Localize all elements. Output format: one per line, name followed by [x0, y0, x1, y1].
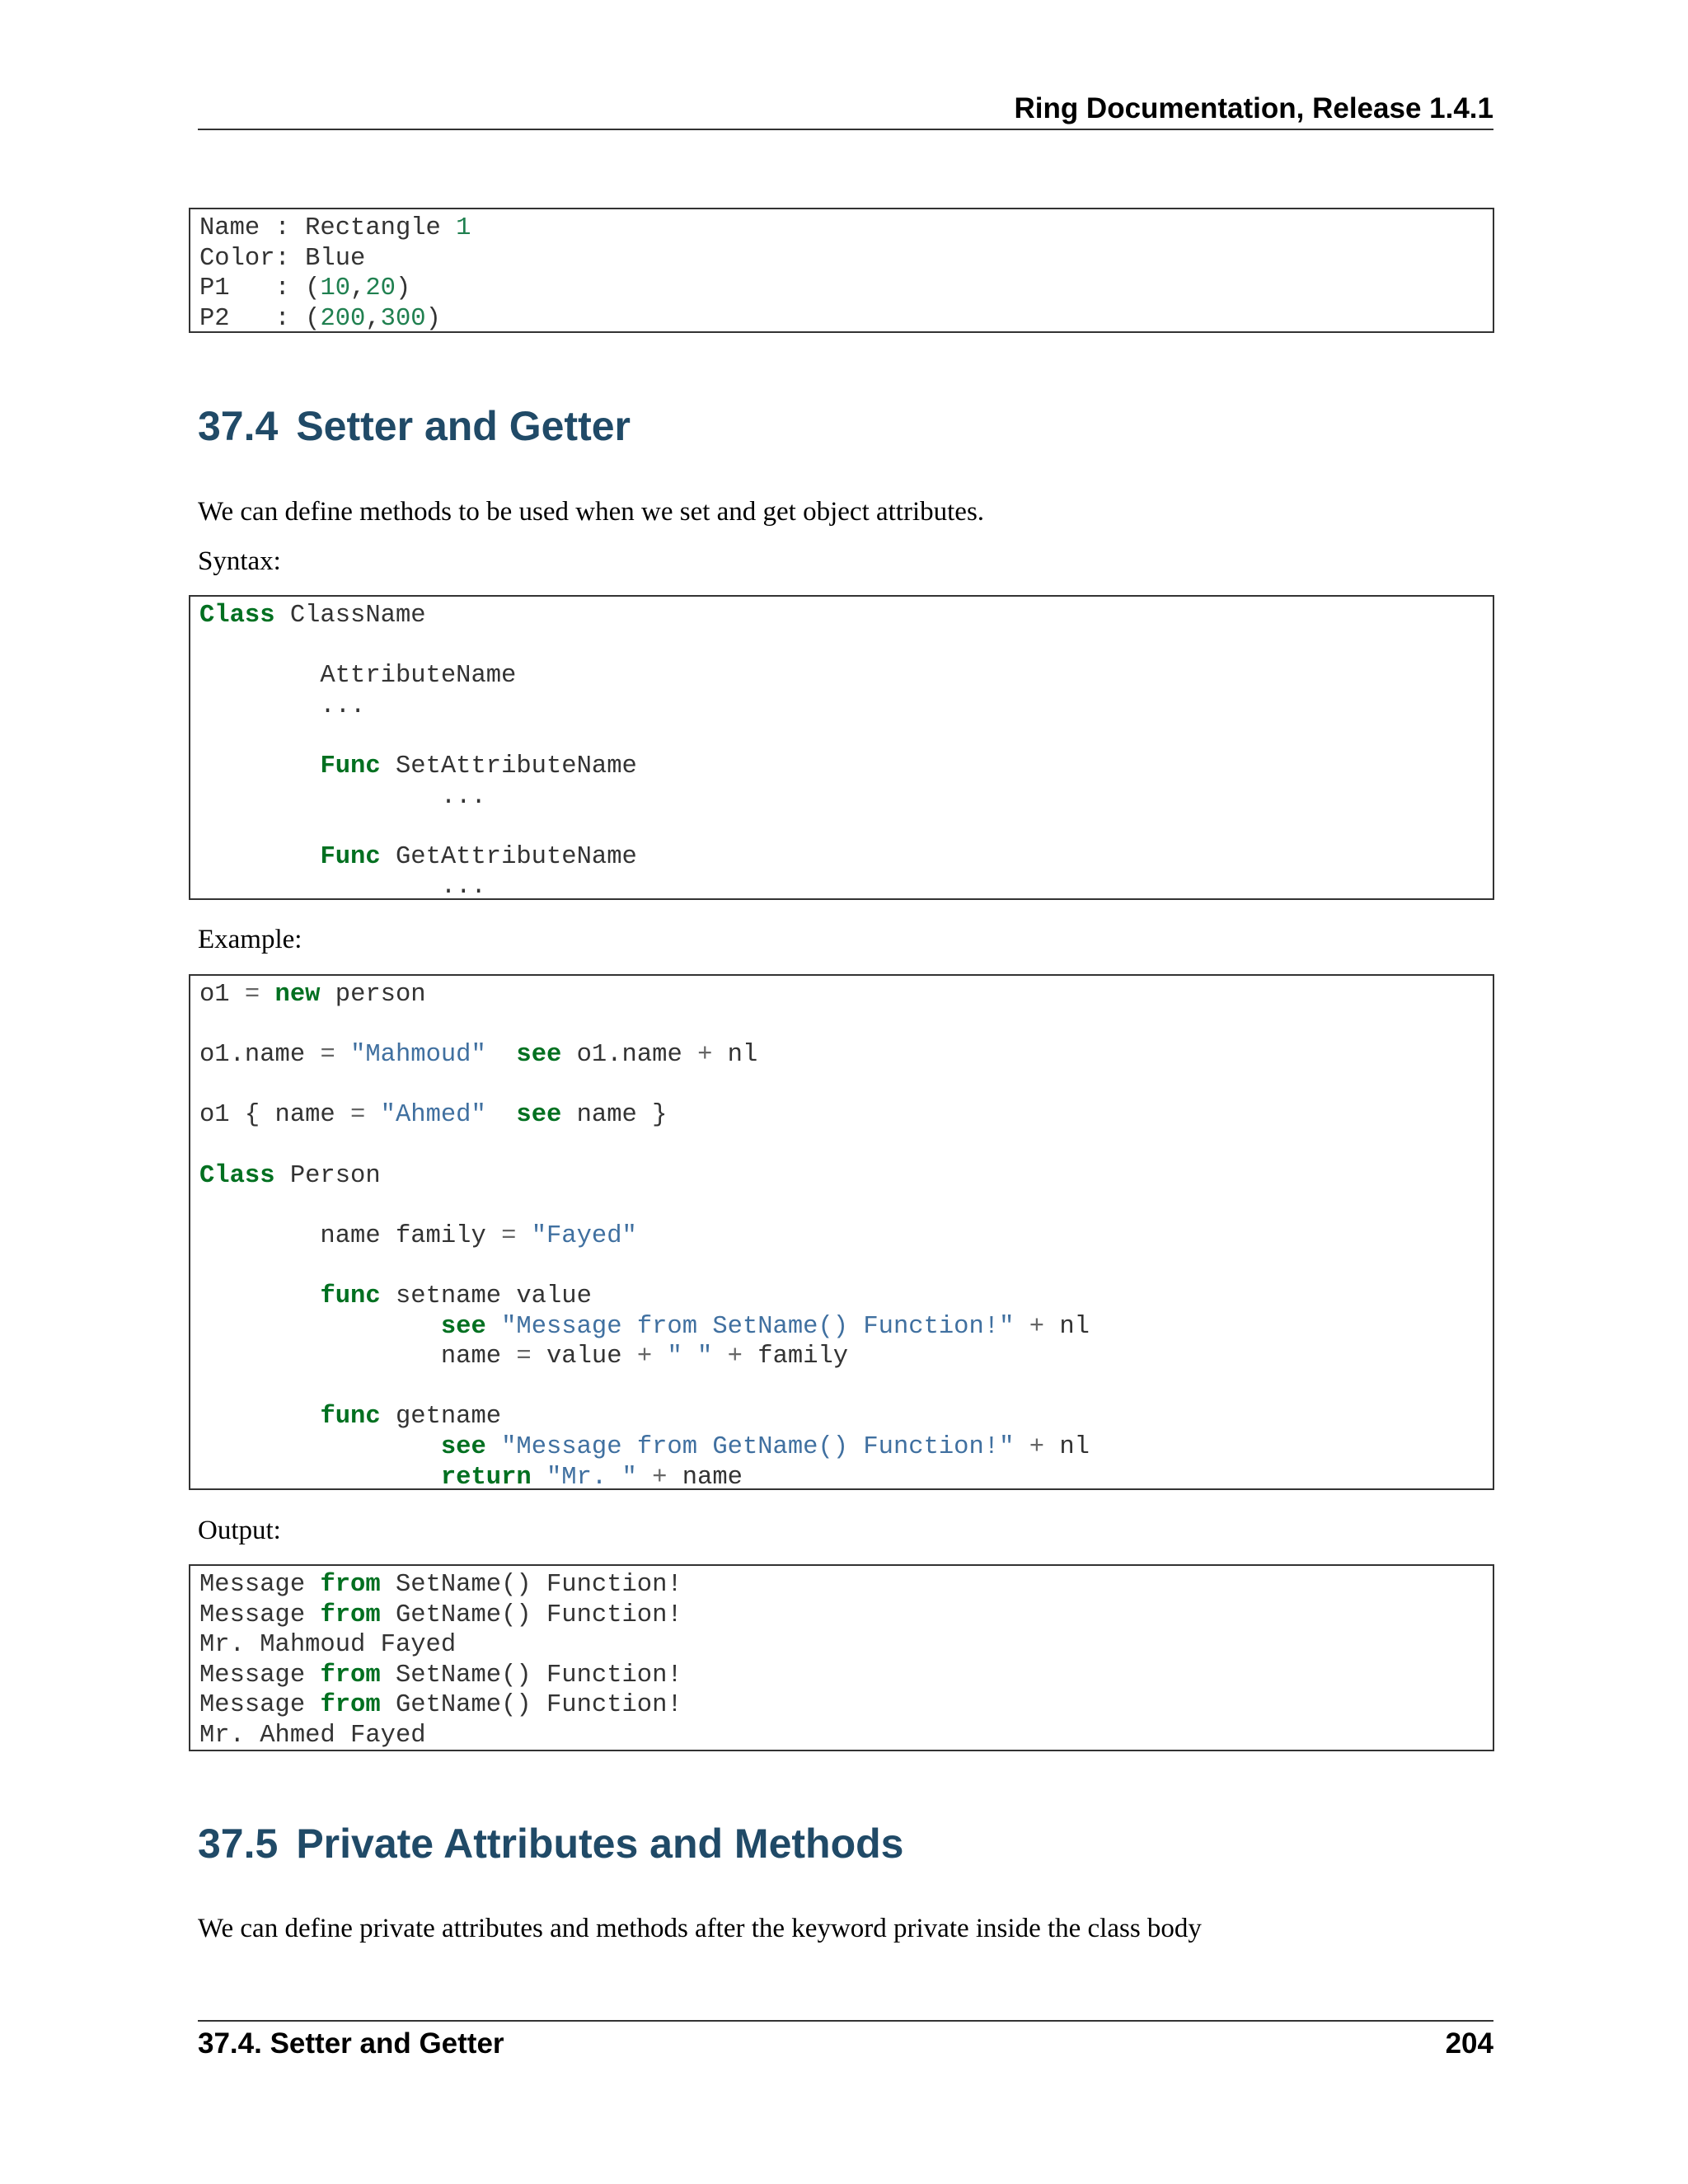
code-line: P2 : (200,300) [199, 304, 441, 333]
footer-rule [198, 2020, 1493, 2022]
section-heading [198, 402, 631, 450]
code-line [199, 1191, 1493, 1221]
code-line: func getname [320, 1403, 502, 1432]
code-line: Mr. Ahmed Fayed [199, 1721, 426, 1750]
code-line: name family = "Fayed" [199, 1221, 637, 1250]
output-label: Output: [198, 1516, 281, 1545]
syntax-code-block [189, 595, 1494, 900]
section-number: 37.4 [198, 403, 279, 449]
section-title: Setter and Getter [296, 403, 631, 449]
code-line: func setname value [320, 1282, 592, 1310]
code-line: o1.name = "Mahmoud" see o1.name + nl [199, 1041, 758, 1070]
code-line: o1 = new person [199, 981, 426, 1009]
code-line: Color: Blue [199, 244, 366, 273]
section-heading [198, 1820, 903, 1868]
example-label: Example: [198, 925, 302, 954]
code-line [199, 631, 1493, 662]
code-line: ... [199, 691, 366, 720]
code-line: see "Message from SetName() Function!" + nl [440, 1312, 1090, 1341]
document-title: Ring Documentation, Release 1.4.1 [1014, 92, 1493, 124]
paragraph: We can define methods to be used when we set and get object attributes. [198, 497, 985, 527]
code-line: name = value + " " + family [199, 1343, 849, 1371]
code-line: o1 { name = "Ahmed" see name } [199, 1101, 668, 1130]
section-title: Private Attributes and Methods [296, 1821, 904, 1867]
code-line [199, 1071, 1493, 1101]
code-line: AttributeName [199, 662, 517, 691]
code-line: Class ClassName [199, 602, 426, 630]
code-line: Message from GetName() Function! [199, 1601, 682, 1629]
page-number: 204 [1445, 2027, 1493, 2060]
code-line [199, 721, 1493, 752]
code-line: Message from SetName() Function! [199, 1571, 682, 1599]
code-line [199, 812, 1493, 842]
output-code-block [189, 1564, 1494, 1751]
header-rule [198, 129, 1493, 130]
code-line: Name : Rectangle 1 [199, 214, 471, 242]
syntax-label: Syntax: [198, 546, 281, 576]
section-number: 37.5 [198, 1821, 279, 1867]
code-line: ... [199, 782, 486, 811]
code-line: Func SetAttributeName [320, 752, 637, 780]
paragraph: We can define private attributes and methods after the keyword private inside the class body [198, 1914, 1202, 1943]
code-line: Message from SetName() Function! [199, 1661, 682, 1690]
footer-section: 37.4. Setter and Getter [198, 2027, 504, 2060]
code-line: ... [199, 873, 486, 900]
code-line: see "Message from GetName() Function!" + nl [440, 1432, 1090, 1461]
code-line [199, 1251, 1493, 1282]
code-line: Func GetAttributeName [320, 842, 637, 871]
code-line [199, 1131, 1493, 1161]
code-line [199, 1372, 1493, 1403]
code-line: Message from GetName() Function! [199, 1691, 682, 1720]
code-line [199, 1010, 1493, 1041]
example-code-block [189, 974, 1494, 1490]
code-line: P1 : (10,20) [199, 274, 411, 303]
code-block [189, 208, 1494, 333]
code-line: Class Person [199, 1161, 381, 1190]
code-line: return "Mr. " + name [440, 1463, 743, 1490]
code-line: Mr. Mahmoud Fayed [199, 1631, 457, 1660]
